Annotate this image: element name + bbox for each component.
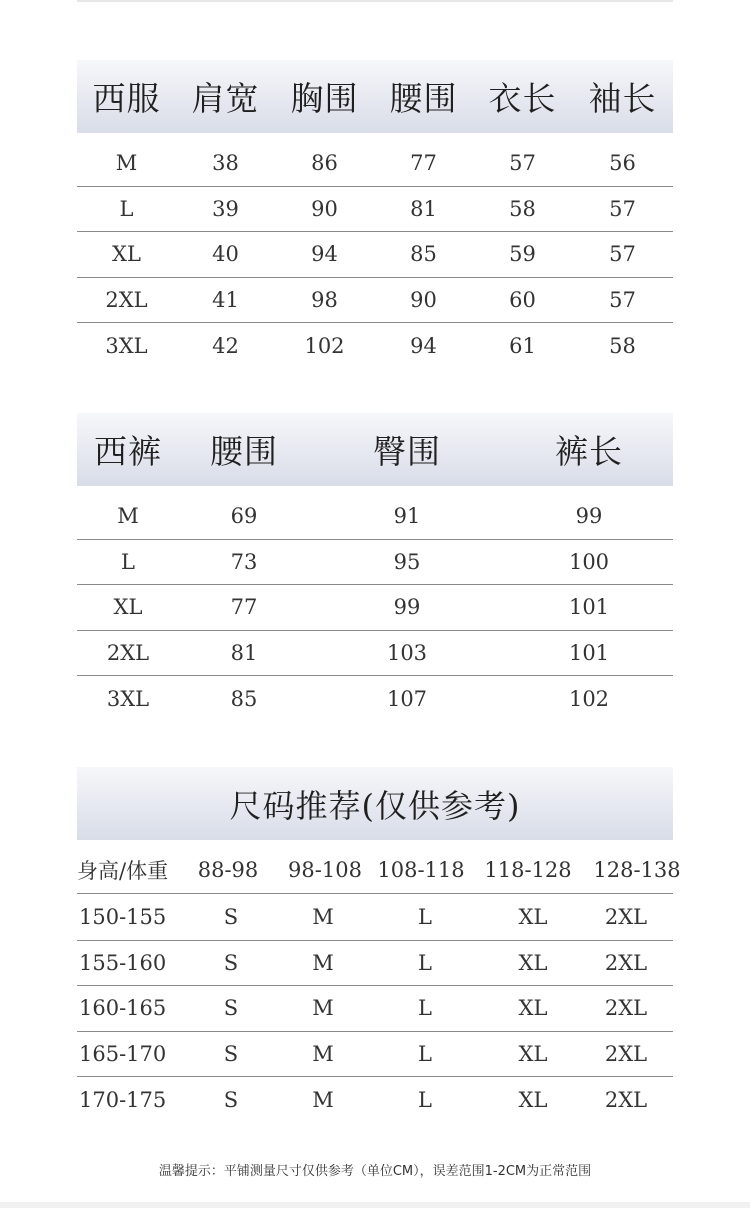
size-cell: M: [115, 150, 138, 175]
value-cell: 85: [410, 242, 437, 267]
value-cell: 81: [410, 196, 437, 221]
size-cell: 2XL: [105, 288, 148, 313]
size-cell: M: [117, 503, 139, 528]
size-cell: M: [312, 904, 334, 929]
value-cell: 41: [212, 288, 239, 313]
header-cell: 身高/体重: [77, 859, 169, 883]
header-cell: 108-118: [377, 858, 465, 882]
table-row: [77, 322, 673, 368]
size-cell: L: [418, 1042, 432, 1067]
size-cell: XL: [113, 595, 143, 620]
recommend-title: 尺码推荐(仅供参考): [229, 786, 521, 825]
table-row: [77, 539, 673, 585]
size-cell: M: [312, 1042, 334, 1067]
table-row: [77, 675, 673, 721]
size-cell: 2XL: [604, 996, 648, 1021]
value-cell: 94: [311, 242, 338, 267]
size-cell: S: [223, 996, 239, 1021]
value-cell: 57: [609, 242, 636, 267]
value-cell: 77: [410, 150, 437, 175]
size-cell: XL: [518, 996, 548, 1021]
value-cell: 42: [212, 333, 239, 358]
value-cell: 99: [575, 503, 603, 528]
value-cell: 59: [509, 242, 536, 267]
suit-header-cell: 袖长: [588, 79, 657, 118]
size-cell: XL: [518, 950, 548, 975]
suit-header-cell: 肩宽: [191, 79, 260, 118]
value-cell: 98: [311, 288, 338, 313]
size-cell: L: [418, 1087, 432, 1112]
size-cell: 3XL: [105, 333, 148, 358]
suit-header-cell: 衣长: [488, 79, 557, 118]
value-cell: 90: [410, 288, 437, 313]
bottom-bar: [0, 1202, 750, 1208]
value-cell: 40: [212, 242, 239, 267]
size-cell: L: [418, 996, 432, 1021]
size-cell: XL: [518, 1087, 548, 1112]
value-cell: 101: [568, 595, 610, 620]
value-cell: 73: [230, 549, 258, 574]
value-cell: 57: [609, 288, 636, 313]
table-row: [77, 140, 673, 186]
size-cell: XL: [518, 1042, 548, 1067]
size-cell: 2XL: [604, 950, 648, 975]
size-cell: M: [312, 1087, 334, 1112]
suit-header-cell: 腰围: [389, 79, 458, 118]
value-cell: 85: [230, 686, 258, 711]
value-cell: 90: [311, 196, 338, 221]
value-cell: 81: [230, 641, 258, 666]
suit-size-table: [77, 140, 673, 368]
value-cell: 86: [311, 150, 338, 175]
value-cell: 101: [568, 641, 610, 666]
value-cell: 103: [386, 641, 428, 666]
size-cell: 2XL: [604, 1087, 648, 1112]
suit-table-header: [77, 60, 673, 133]
table-row: [77, 493, 673, 539]
value-cell: 100: [568, 549, 610, 574]
table-row: [77, 1076, 673, 1122]
value-cell: 38: [212, 150, 239, 175]
height-range-cell: 150-155: [79, 904, 167, 929]
suit-header-cell: 西服: [92, 79, 161, 118]
value-cell: 56: [609, 150, 636, 175]
height-range-cell: 165-170: [79, 1042, 167, 1067]
size-cell: L: [121, 549, 135, 574]
size-cell: S: [223, 950, 239, 975]
value-cell: 77: [230, 595, 258, 620]
table-row: [77, 584, 673, 630]
table-row: [77, 940, 673, 986]
value-cell: 94: [410, 333, 437, 358]
value-cell: 58: [509, 196, 536, 221]
header-cell: 88-98: [197, 858, 259, 882]
table-row: [77, 186, 673, 232]
height-range-cell: 155-160: [79, 950, 167, 975]
value-cell: 57: [609, 196, 636, 221]
size-cell: M: [312, 996, 334, 1021]
value-cell: 99: [393, 595, 421, 620]
value-cell: 58: [609, 333, 636, 358]
size-cell: M: [312, 950, 334, 975]
top-divider: [77, 0, 673, 2]
table-row: [77, 630, 673, 676]
recommend-title-bar: [77, 767, 673, 840]
size-cell: L: [119, 196, 134, 221]
value-cell: 95: [393, 549, 421, 574]
pants-header-cell: 西裤: [94, 432, 162, 471]
size-cell: 2XL: [604, 1042, 648, 1067]
value-cell: 39: [212, 196, 239, 221]
value-cell: 60: [509, 288, 536, 313]
value-cell: 91: [393, 503, 421, 528]
table-row: [77, 231, 673, 277]
table-row: [77, 894, 673, 940]
pants-header-cell: 腰围: [210, 432, 278, 471]
value-cell: 69: [230, 503, 258, 528]
height-range-cell: 160-165: [79, 996, 167, 1021]
recommend-column-headers: [77, 846, 681, 894]
header-cell: 118-128: [484, 858, 572, 882]
pants-header-cell: 裤长: [555, 432, 623, 471]
pants-size-table: [77, 493, 673, 721]
height-range-cell: 170-175: [79, 1087, 167, 1112]
measurement-note: 温馨提示：平铺测量尺寸仅供参考（单位CM），误差范围1-2CM为正常范围: [158, 1164, 592, 1179]
size-cell: 2XL: [106, 641, 150, 666]
size-cell: 3XL: [106, 686, 150, 711]
header-cell: 128-138: [593, 858, 681, 882]
size-cell: S: [223, 1087, 239, 1112]
value-cell: 61: [509, 333, 536, 358]
size-cell: S: [223, 904, 239, 929]
table-row: [77, 1031, 673, 1077]
value-cell: 107: [386, 686, 428, 711]
size-cell: S: [223, 1042, 239, 1067]
pants-header-cell: 臀围: [373, 432, 441, 471]
recommend-table: [77, 893, 673, 1122]
pants-table-header: [77, 413, 673, 486]
size-cell: XL: [518, 904, 548, 929]
table-row: [77, 277, 673, 323]
header-cell: 98-108: [288, 858, 362, 882]
value-cell: 102: [304, 333, 345, 358]
size-cell: L: [418, 950, 432, 975]
size-cell: L: [418, 904, 432, 929]
suit-header-cell: 胸围: [290, 79, 359, 118]
value-cell: 102: [568, 686, 610, 711]
table-row: [77, 985, 673, 1031]
value-cell: 57: [509, 150, 536, 175]
size-cell: 2XL: [604, 904, 648, 929]
size-cell: XL: [112, 242, 141, 267]
